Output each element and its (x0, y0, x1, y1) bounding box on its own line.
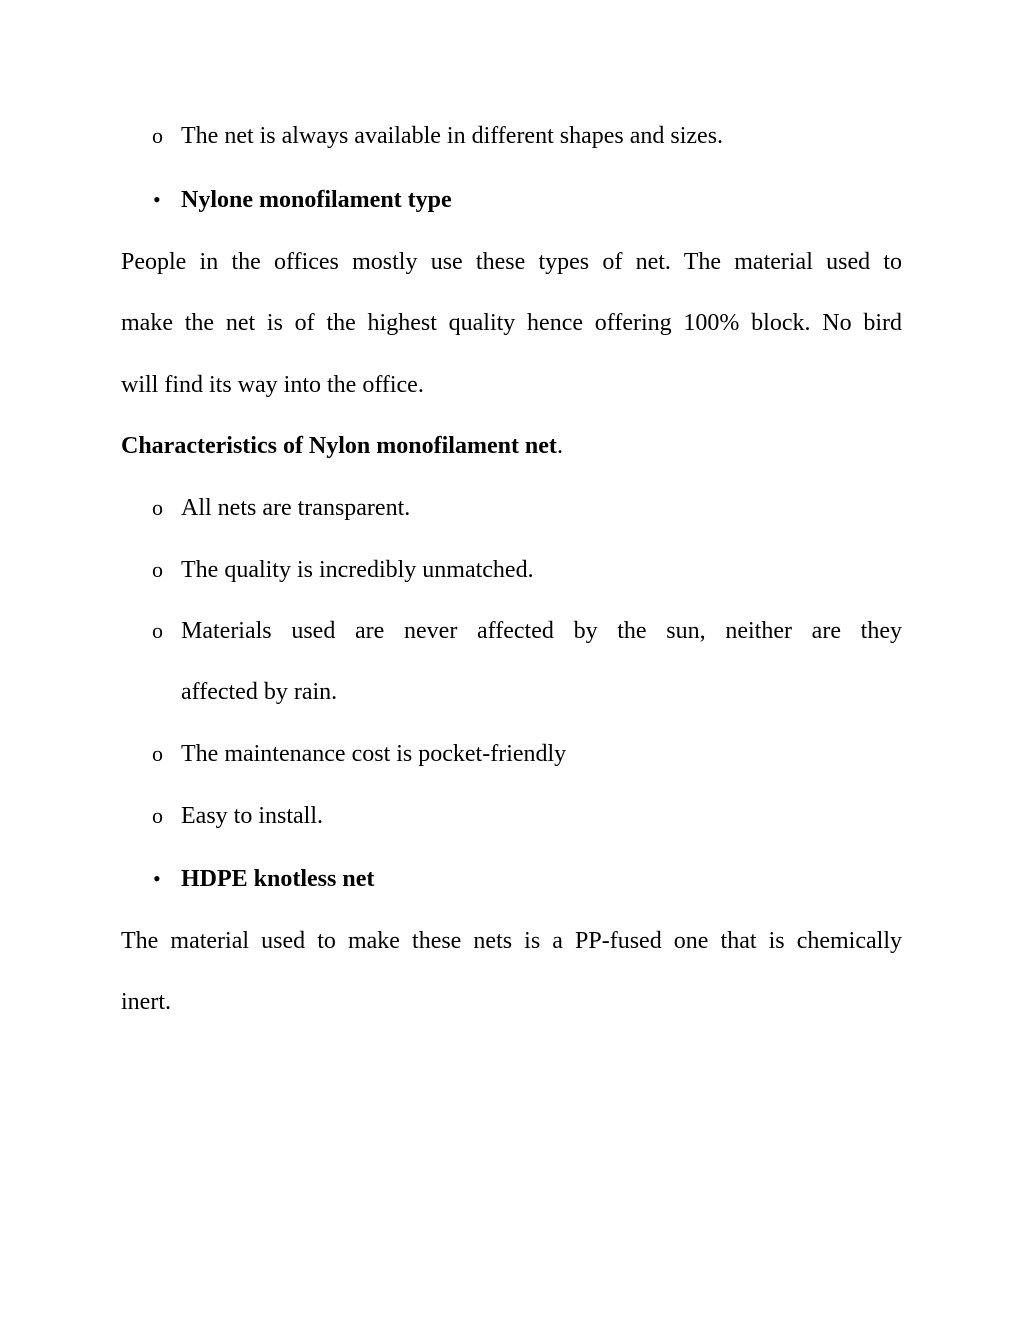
paragraph-line: inert. (121, 989, 171, 1015)
paragraph-line: will find its way into the office. (121, 372, 424, 398)
list-item: The quality is incredibly unmatched. (181, 557, 534, 583)
paragraph-line: People in the offices mostly use these types of net. The material used to (121, 249, 902, 275)
paragraph-line: The material used to make these nets is a PP-fused one that is chemically (121, 928, 902, 954)
list-item: The net is always available in different shapes and sizes. (181, 123, 724, 149)
characteristics-heading (121, 431, 563, 461)
section-heading: HDPE knotless net (181, 866, 375, 892)
list-marker-circle: o (152, 557, 163, 582)
list-marker-circle: o (152, 495, 163, 520)
characteristics-heading-suffix: . (556, 433, 563, 459)
list-item: All nets are transparent. (181, 495, 411, 521)
list-item: Easy to install. (181, 803, 323, 829)
list-marker-circle: o (152, 741, 163, 766)
paragraph-line: make the net is of the highest quality hence offering 100% block. No bird (121, 310, 902, 336)
list-item-continuation: affected by rain. (181, 679, 338, 705)
characteristics-heading-text: Characteristics of Nylon monofilament net (121, 433, 557, 459)
list-marker-circle: o (152, 123, 163, 148)
section-heading: Nylone monofilament type (181, 187, 452, 213)
list-marker-bullet: • (153, 866, 161, 891)
list-marker-bullet: • (153, 187, 161, 212)
list-marker-circle: o (152, 803, 163, 828)
list-marker-circle: o (152, 618, 163, 643)
list-item: The maintenance cost is pocket-friendly (181, 741, 567, 767)
list-item: Materials used are never affected by the sun, neither are they (181, 618, 902, 644)
